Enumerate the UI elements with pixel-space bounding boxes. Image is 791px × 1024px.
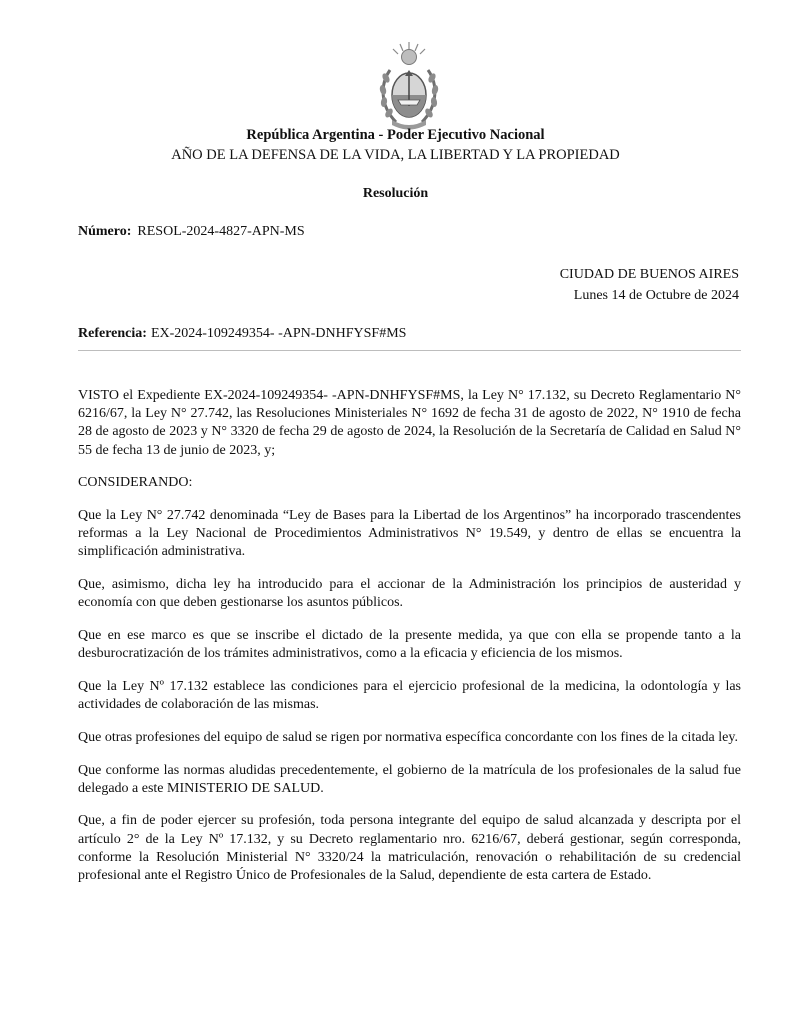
reference-label: Referencia: [78,326,147,341]
paragraph: Que conforme las normas aludidas precedentemente, el gobierno de la matrícula de los profesionales de la salud fue delegado a este MINISTERIO DE SALUD. [78,762,741,796]
document-type: Resolución [362,186,429,201]
document-place: CIUDAD DE BUENOS AIRES [559,267,739,282]
reference-value: EX-2024-109249354- -APN-DNHFYSF#MS [150,326,407,341]
document-reference [78,326,406,342]
paragraph: Que la Ley Nº 17.132 establece las condiciones para el ejercicio profesional de la medicina, la odontología y las actividades de colaboración de las mismas. [78,678,741,713]
document-date: Lunes 14 de Octubre de 2024 [573,288,739,303]
header-divider [78,350,741,351]
document-number-label: Número: [78,224,132,239]
paragraph: Que en ese marco es que se inscribe el dictado de la presente medida, ya que con ella se propende tanto a la desburocratización de los trámites administrativos, como a la eficacia y eficiencia de los mismos. [78,628,741,662]
document-number-value: RESOL-2024-4827-APN-MS [137,224,305,239]
paragraph: Que, asimismo, dicha ley ha introducido para el accionar de la Administración los principios de austeridad y economía con que deben gestionarse los asuntos públicos. [78,577,741,611]
document-number [78,224,305,240]
header-motto: AÑO DE LA DEFENSA DE LA VIDA, LA LIBERTAD Y LA PROPIEDAD [171,147,620,163]
document-body [78,387,741,900]
argentina-coat-of-arms-icon [376,40,442,132]
paragraph: Que otras profesiones del equipo de salud se rigen por normativa específica concordante con los fines de la citada ley. [78,729,738,745]
paragraph: Que la Ley N° 27.742 denominada “Ley de Bases para la Libertad de los Argentinos” ha incorporado trascendentes reformas a la Ley Nacional de Procedimientos Administrativos N° 19.549, y dentro de ellas se encuentra la simplificación administrativa. [78,508,741,560]
header-title: República Argentina - Poder Ejecutivo Nacional [246,127,545,143]
paragraph-visto: VISTO el Expediente EX-2024-109249354- -APN-DNHFYSF#MS, la Ley N° 17.132, su Decreto Reglamentario N° 6216/67, la Ley N° 27.742, las Resoluciones Ministeriales N° 1692 de fecha 31 de agosto de 2022, N° 1910 de fecha 28 de agosto de 2023 y N° 3320 de fecha 29 de agosto de 2024, la Resolución de la Secretaría de Calidad en Salud N° 55 de fecha 13 de junio de 2023, y; [78,388,741,458]
place-and-date [560,264,739,306]
paragraph-considerando: CONSIDERANDO: [78,475,193,491]
paragraph: Que, a fin de poder ejercer su profesión, toda persona integrante del equipo de salud alcanzada y descripta por el artículo 2° de la Ley Nº 17.132, y su Decreto reglamentario nro. 6216/67, deberá gestionar, según corresponda, conforme la Resolución Ministerial N° 3320/24 la matriculación, renovación o rehabilitación de su credencial profesional ante el Registro Único de Profesionales de la Salud, dependiente de esta cartera de Estado. [78,813,741,884]
